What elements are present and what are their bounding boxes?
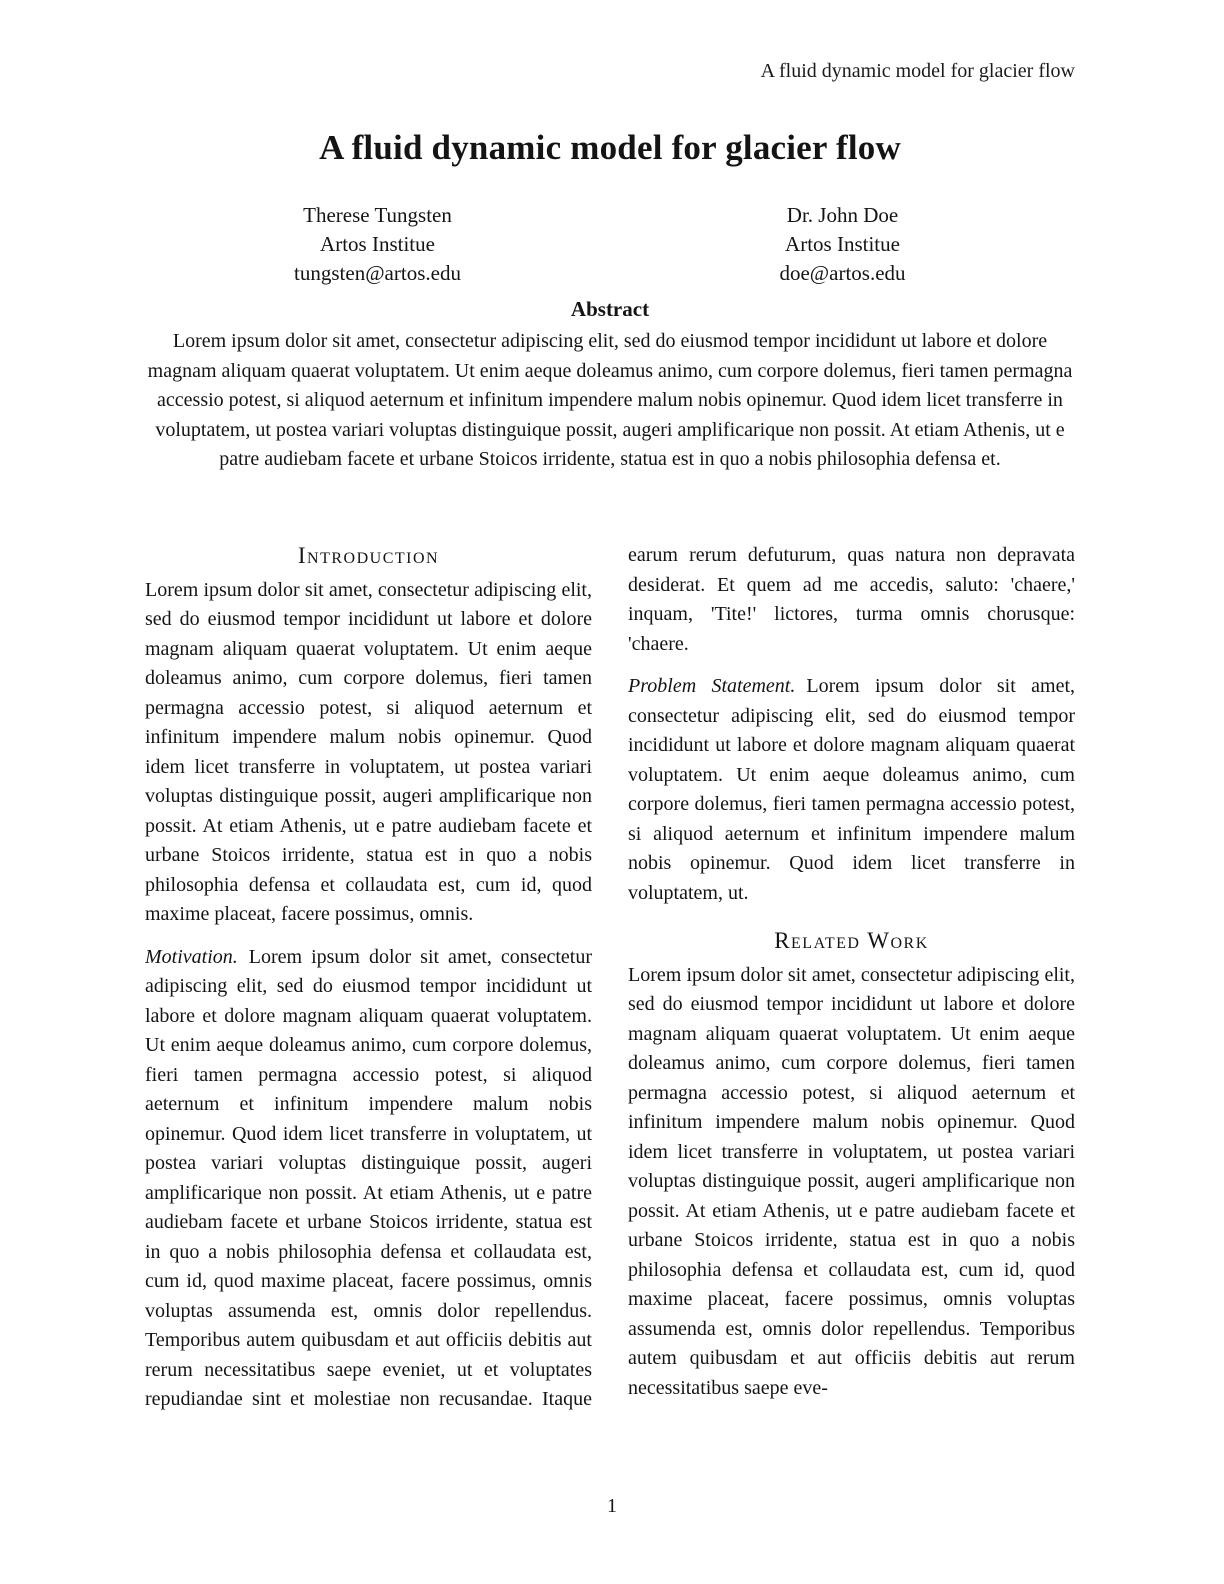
paragraph-problem-statement (628, 672, 1075, 908)
paragraph-text: Lorem ipsum dolor sit amet, consectetur adipiscing elit, sed do eiusmod tempor incididunt ut labore et dolore magnam aliquam quaerat voluptatem. Ut enim aeque doleamus animo, cum corpore dolemus, fieri tamen permagna accessio potest, si aliquod aeternum et infinitum impendere malum nobis opinemur. Quod idem licet transferre in voluptatem, ut postea variari voluptas distinguique possit, augeri amplificarique non possit. At etiam Athenis, ut e patre audiebam facete et urbane Stoicos irridente, statua est in quo a nobis philosophia defensa et collaudata est, cum id, quod maxime placeat, facere possimus, omnis. (145, 578, 592, 925)
section-heading-related-work: Related Work (774, 928, 929, 953)
author-card (145, 201, 610, 288)
paragraph-label-problem-statement: Problem Statement. (628, 675, 796, 697)
author-affiliation: Artos Institue (320, 232, 435, 256)
abstract-text: Lorem ipsum dolor sit amet, consectetur adipiscing elit, sed do eiusmod tempor incididunt ut labore et dolore magnam aliquam quaerat voluptatem. Ut enim aeque doleamus animo, cum corpore dolemus, fieri tamen permagna accessio potest, si aliquod aeternum et infinitum impendere malum nobis opinemur. Quod idem licet transferre in voluptatem, ut postea variari voluptas distinguique possit, augeri amplificarique non possit. At etiam Athenis, ut e patre audiebam facete et urbane Stoicos irridente, statua est in quo a nobis philosophia defensa et. (147, 330, 1073, 470)
abstract-section (145, 296, 1075, 475)
author-card (610, 201, 1075, 288)
paragraph-text: Lorem ipsum dolor sit amet, consectetur adipiscing elit, sed do eiusmod tempor incididunt ut labore et dolore magnam aliquam quaerat voluptatem. Ut enim aeque doleamus animo, cum corpore dolemus, fieri tamen permagna accessio potest, si aliquod aeternum et infinitum impendere malum nobis opinemur. Quod idem licet transferre in voluptatem, ut. (628, 675, 1075, 904)
authors-block (145, 201, 1075, 288)
paragraph-intro-body (145, 576, 592, 930)
paragraph-related-work-body (628, 961, 1075, 1404)
paragraph-label-motivation: Motivation. (145, 945, 238, 968)
paper-title: A fluid dynamic model for glacier flow (319, 128, 901, 167)
abstract-heading: Abstract (570, 297, 650, 321)
author-affiliation: Artos Institue (785, 232, 900, 256)
running-header: A fluid dynamic model for glacier flow (760, 60, 1075, 82)
section-heading-introduction: Introduction (297, 543, 440, 568)
paragraph-text: Lorem ipsum dolor sit amet, consectetur adipiscing elit, sed do eiusmod tempor incididunt ut labore et dolore magnam aliquam quaerat voluptatem. Ut enim aeque doleamus animo, cum corpore dolemus, fieri tamen permagna accessio potest, si aliquod aeternum et infinitum impendere malum nobis opinemur. Quod idem licet transferre in voluptatem, ut postea variari voluptas distinguique possit, augeri amplificarique non possit. At etiam Athenis, ut e patre audiebam facete et urbane Stoicos irridente, statua est in quo a nobis philosophia defensa et collaudata est, cum id, quod maxime placeat, facere possimus, omnis voluptas assumenda est, omnis dolor repellendus. Temporibus autem quibusdam et aut officiis debitis aut rerum necessitatibus saepe eveniet, ut et voluptates repudiandae sint et molestiae non recusandae. Itaque earum rerum defuturum, quas natura non depravata desiderat. Et quem ad me accedis, saluto: 'chaere,' inquam, 'Tite!' lictores, turma omnis chorusque: 'chaere. (145, 544, 1075, 1410)
author-email: tungsten@artos.edu (294, 261, 461, 285)
paragraph-text: Lorem ipsum dolor sit amet, consectetur adipiscing elit, sed do eiusmod tempor incididunt ut labore et dolore magnam aliquam quaerat voluptatem. Ut enim aeque doleamus animo, cum corpore dolemus, fieri tamen permagna accessio potest, si aliquod aeternum et infinitum impendere malum nobis opinemur. Quod idem licet transferre in voluptatem, ut postea variari voluptas distinguique possit, augeri amplificarique non possit. At etiam Athenis, ut e patre audiebam facete et urbane Stoicos irridente, statua est in quo a nobis philosophia defensa et collaudata est, cum id, quod maxime placeat, facere possimus, omnis voluptas assumenda est, omnis dolor repellendus. Temporibus autem quibusdam et aut officiis debitis aut rerum necessitatibus saepe eve- (628, 963, 1075, 1399)
author-email: doe@artos.edu (779, 261, 906, 285)
section-related-work (628, 926, 1075, 1403)
page-number: 1 (607, 1495, 617, 1517)
author-name: Therese Tungsten (303, 203, 452, 227)
body-columns (145, 541, 1075, 1433)
author-name: Dr. John Doe (786, 203, 899, 227)
